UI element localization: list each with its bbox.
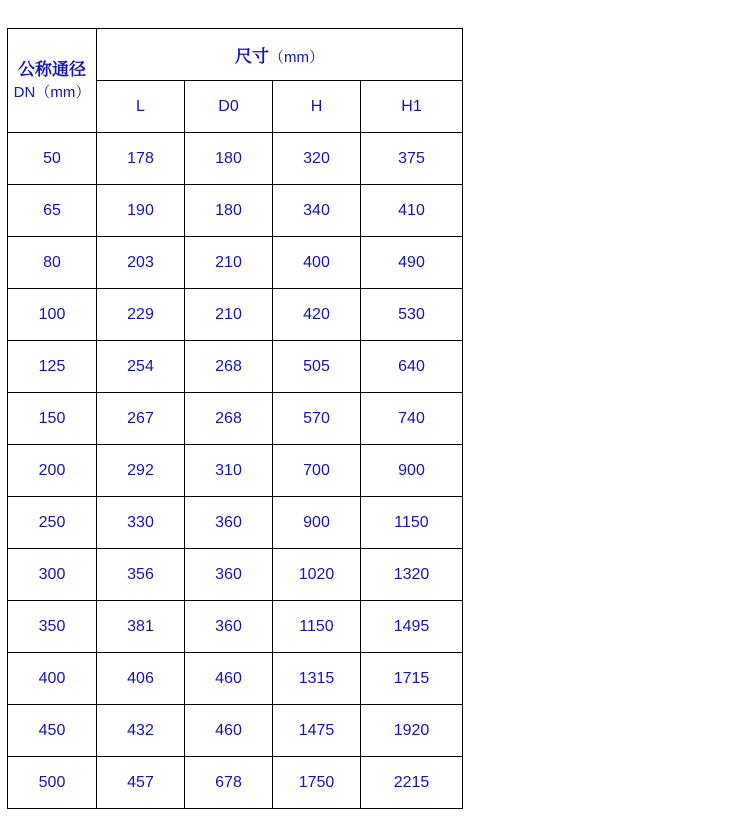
cell-d0: 360	[185, 601, 273, 653]
cell-h: 400	[273, 237, 361, 289]
cell-d0: 180	[185, 185, 273, 237]
table-body	[8, 133, 463, 809]
cell-dn: 300	[8, 549, 97, 601]
cell-d0: 678	[185, 757, 273, 809]
cell-dn: 500	[8, 757, 97, 809]
cell-l: 330	[97, 497, 185, 549]
cell-h1: 740	[361, 393, 463, 445]
cell-dn: 250	[8, 497, 97, 549]
size-header-unit: （mm）	[269, 49, 324, 66]
cell-l: 432	[97, 705, 185, 757]
cell-l: 254	[97, 341, 185, 393]
cell-h: 1475	[273, 705, 361, 757]
cell-h: 505	[273, 341, 361, 393]
cell-dn: 125	[8, 341, 97, 393]
cell-h1: 530	[361, 289, 463, 341]
cell-l: 178	[97, 133, 185, 185]
column-header-h1: H1	[361, 81, 463, 133]
cell-h: 1020	[273, 549, 361, 601]
cell-h: 340	[273, 185, 361, 237]
cell-d0: 460	[185, 653, 273, 705]
table-row	[8, 757, 463, 809]
header-row-main	[8, 29, 463, 81]
table-row	[8, 601, 463, 653]
column-header-l: L	[97, 81, 185, 133]
cell-h: 320	[273, 133, 361, 185]
cell-h1: 2215	[361, 757, 463, 809]
cell-h1: 1920	[361, 705, 463, 757]
cell-h: 1750	[273, 757, 361, 809]
cell-l: 267	[97, 393, 185, 445]
cell-d0: 180	[185, 133, 273, 185]
dimension-table	[7, 28, 463, 809]
cell-h: 900	[273, 497, 361, 549]
cell-h1: 900	[361, 445, 463, 497]
cell-h: 420	[273, 289, 361, 341]
cell-dn: 100	[8, 289, 97, 341]
cell-l: 229	[97, 289, 185, 341]
cell-h: 1315	[273, 653, 361, 705]
cell-d0: 360	[185, 549, 273, 601]
dn-header-label: 公称通径	[18, 59, 86, 79]
cell-dn: 400	[8, 653, 97, 705]
table-row	[8, 653, 463, 705]
cell-d0: 460	[185, 705, 273, 757]
dn-header-cell	[8, 29, 97, 133]
cell-dn: 50	[8, 133, 97, 185]
cell-dn: 80	[8, 237, 97, 289]
cell-h1: 1320	[361, 549, 463, 601]
cell-l: 292	[97, 445, 185, 497]
table-row	[8, 705, 463, 757]
cell-dn: 200	[8, 445, 97, 497]
cell-l: 203	[97, 237, 185, 289]
cell-h1: 375	[361, 133, 463, 185]
table-row	[8, 289, 463, 341]
cell-h1: 640	[361, 341, 463, 393]
table-row	[8, 497, 463, 549]
cell-h: 700	[273, 445, 361, 497]
column-header-h: H	[273, 81, 361, 133]
cell-l: 381	[97, 601, 185, 653]
cell-l: 406	[97, 653, 185, 705]
column-header-d0: D0	[185, 81, 273, 133]
cell-h1: 490	[361, 237, 463, 289]
cell-dn: 65	[8, 185, 97, 237]
size-header-label: 尺寸	[235, 47, 269, 66]
table-row	[8, 237, 463, 289]
cell-h1: 1715	[361, 653, 463, 705]
cell-l: 356	[97, 549, 185, 601]
table-row	[8, 185, 463, 237]
dn-header-unit: DN（mm）	[13, 84, 91, 101]
cell-h: 570	[273, 393, 361, 445]
table-row	[8, 393, 463, 445]
cell-dn: 350	[8, 601, 97, 653]
cell-d0: 310	[185, 445, 273, 497]
cell-h1: 1150	[361, 497, 463, 549]
table-row	[8, 341, 463, 393]
cell-d0: 210	[185, 289, 273, 341]
cell-d0: 268	[185, 341, 273, 393]
cell-h1: 410	[361, 185, 463, 237]
cell-dn: 450	[8, 705, 97, 757]
cell-d0: 210	[185, 237, 273, 289]
cell-d0: 360	[185, 497, 273, 549]
table-row	[8, 445, 463, 497]
cell-d0: 268	[185, 393, 273, 445]
cell-l: 457	[97, 757, 185, 809]
size-header-cell	[97, 29, 463, 81]
cell-l: 190	[97, 185, 185, 237]
cell-dn: 150	[8, 393, 97, 445]
cell-h1: 1495	[361, 601, 463, 653]
cell-h: 1150	[273, 601, 361, 653]
table-row	[8, 549, 463, 601]
table-row	[8, 133, 463, 185]
